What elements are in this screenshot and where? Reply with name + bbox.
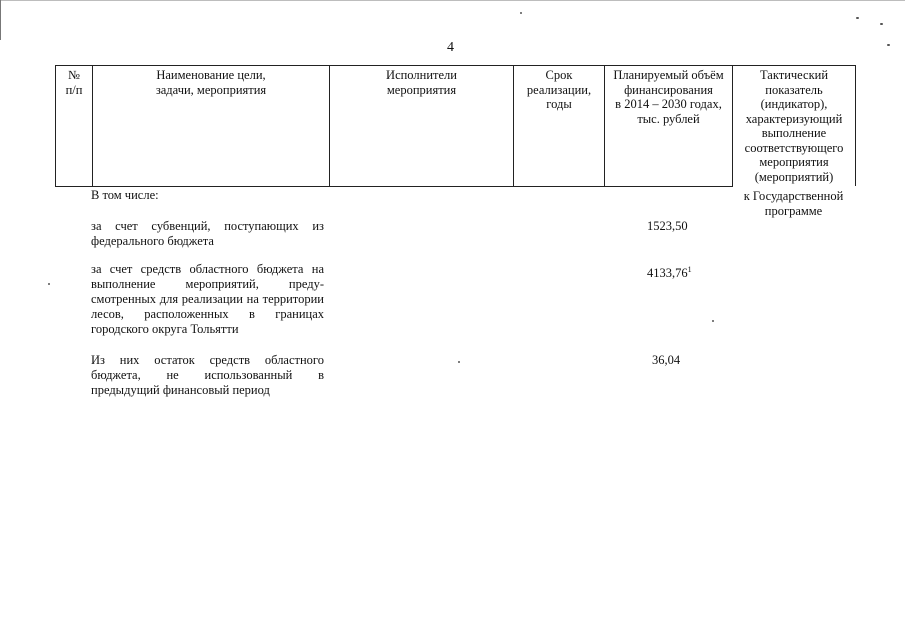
program-table-header	[55, 65, 856, 187]
scan-speck	[887, 44, 890, 46]
footnote-mark: 1	[687, 265, 692, 274]
header-col-name: Наименование цели, задачи, мероприятия	[93, 66, 330, 187]
scan-speck	[880, 23, 883, 25]
scan-speck	[458, 361, 460, 363]
scan-speck	[712, 320, 714, 322]
amount-value: 4133,76	[647, 266, 688, 281]
row-amount-remainder: 36,04	[652, 353, 681, 367]
row-amount-federal: 1523,50	[647, 219, 688, 233]
header-col-number: № п/п	[56, 66, 93, 187]
intro-text: В том числе:	[91, 188, 159, 202]
scan-edge	[0, 0, 905, 1]
header-col-indicator: Тактический показатель (индикатор), характеризующий выполнение соответствующего мероприятия (мероприятий)	[733, 66, 856, 187]
row-amount-regional	[647, 262, 692, 281]
row-label-federal: за счет субвенций, поступающих из федерального бюджета	[91, 219, 324, 248]
scan-speck	[520, 12, 522, 14]
row-label-regional: за счет средств областного бюджета на выполнение мероприятий, преду-смотренных для реализации на территории лесов, расположенных в границах городского округа Тольятти	[91, 262, 324, 336]
page-number: 4	[447, 40, 454, 55]
scan-speck	[48, 283, 50, 285]
row-label-remainder: Из них остаток средств областного бюджета, не использованный в предыдущий финансовый период	[91, 353, 324, 397]
scan-speck	[856, 17, 859, 19]
header-col-funding: Планируемый объём финансирования в 2014 – 2030 годах, тыс. рублей	[605, 66, 733, 187]
header-col-executors: Исполнители мероприятия	[330, 66, 514, 187]
scan-edge	[0, 0, 1, 40]
indicator-note: к Государственной программе	[743, 189, 844, 218]
header-col-term: Срок реализации, годы	[514, 66, 605, 187]
